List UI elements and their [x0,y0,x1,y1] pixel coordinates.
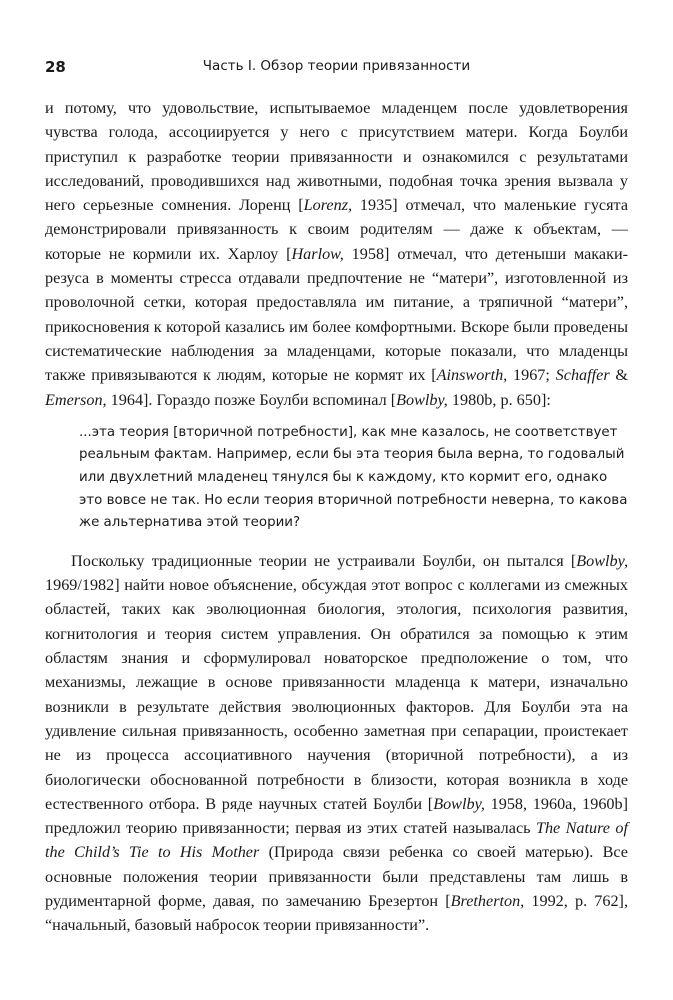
page-number: 28 [45,58,66,76]
paragraph-1-text: 1980b, p. 650]: [447,390,551,409]
paragraph-1-text: & [609,366,628,385]
paragraph-2-text: Поскольку традиционные теории не устраивали Боулби, он пытался [ [71,551,577,570]
running-title: Часть I. Обзор теории привязанности [202,58,471,74]
citation: Ainsworth, [436,366,508,385]
citation: Bretherton, [450,891,525,910]
citation: Lorenz, [303,196,353,215]
paragraph-2-text: 1958, 1960a, 1960b] предложил теорию привязанности; первая из этих статей называлась [45,794,628,838]
paragraph-1-text: 1935] отмечал, что маленькие гусята демонстрировали привязанность к своим родителям — даже к объектам, — которые не кормили их. Харлоу [ [45,196,629,263]
paragraph-1-text: 1964]. Гораздо позже Боулби вспоминал [ [106,390,397,409]
paragraph-2 [45,549,628,938]
citation: Bowlby, [433,794,485,813]
paragraph-2-text: 1969/1982] найти новое объяснение, обсуждая этот вопрос с коллегами из смежных областей, таких как эволюционная биология, этология, психология развития, когнитология и теория систем управления. Он обратился за помощью к этим областям знания и сформулировал новаторское предположение о том, что механизмы, лежащие в основе привязанности младенца к матери, изначально возникли в результате действия эволюционных факторов. Для Боулби эта на удивление сильная привязанность, особенно заметная при сепарации, проистекает не из процесса ассоциативного научения (вторичной потребности), а из биологически обоснованной потребности в близости, которая возникла в ходе естественного отбора. В ряде научных статей Боулби [ [45,576,628,813]
citation: Bowlby, [576,551,628,570]
paragraph-1-text: 1958] отмечал, что детеныши макаки-резуса в моменты стресса отдавали предпочтение не “матери”, изготовленной из проволочной сетки, которая предоставляла им питание, а тряпичной “матери”, прикосновения к которой казались им более комфортными. Вскоре были проведены систематические наблюдения за младенцами, которые показали, что младенцы также привязываются к людям, которые не кормят их [ [45,244,628,385]
citation: Harlow, [291,244,344,263]
paragraph-1-text: 1967; [507,366,556,385]
citation: Emerson, [45,390,107,409]
paragraph-1 [45,96,628,412]
page-header [45,58,628,80]
article-title: The Nature of the Child’s Tie to His Mother [45,819,628,862]
page-body [45,96,628,938]
block-quote: ...эта теория [вторичной потребности], как мне казалось, не соответствует реальным фактам. Например, если бы эта теория была верна, то годовалый или двухлетний младенец тянулся бы к каждому, кто кормит его, однако это вовсе не так. Но если теория вторичной потребности неверна, то какова же альтернатива этой теории? [79,424,628,531]
paragraph-2-text: (Природа связи ребенка со своей матерью). Все основные положения теории привязанности были представлены там лишь в рудиментарной форме, давая, по замечанию Брезертон [ [45,843,628,910]
paragraph-1-text: и потому, что удовольствие, испытываемое младенцем после удовлетворения чувства голода, ассоциируется у него с присутствием матери. Когда Боулби приступил к разработке теории привязанности и ознакомился с результатами исследований, проводившихся над животными, подобная точка зрения вызвала у него серьезные сомнения. Лоренц [ [45,99,628,215]
citation: Bowlby, [396,390,448,409]
paragraph-2-text: 1992, p. 762], “начальный, базовый набросок теории привязанности”. [45,891,628,935]
citation: Schaffer [555,366,610,385]
